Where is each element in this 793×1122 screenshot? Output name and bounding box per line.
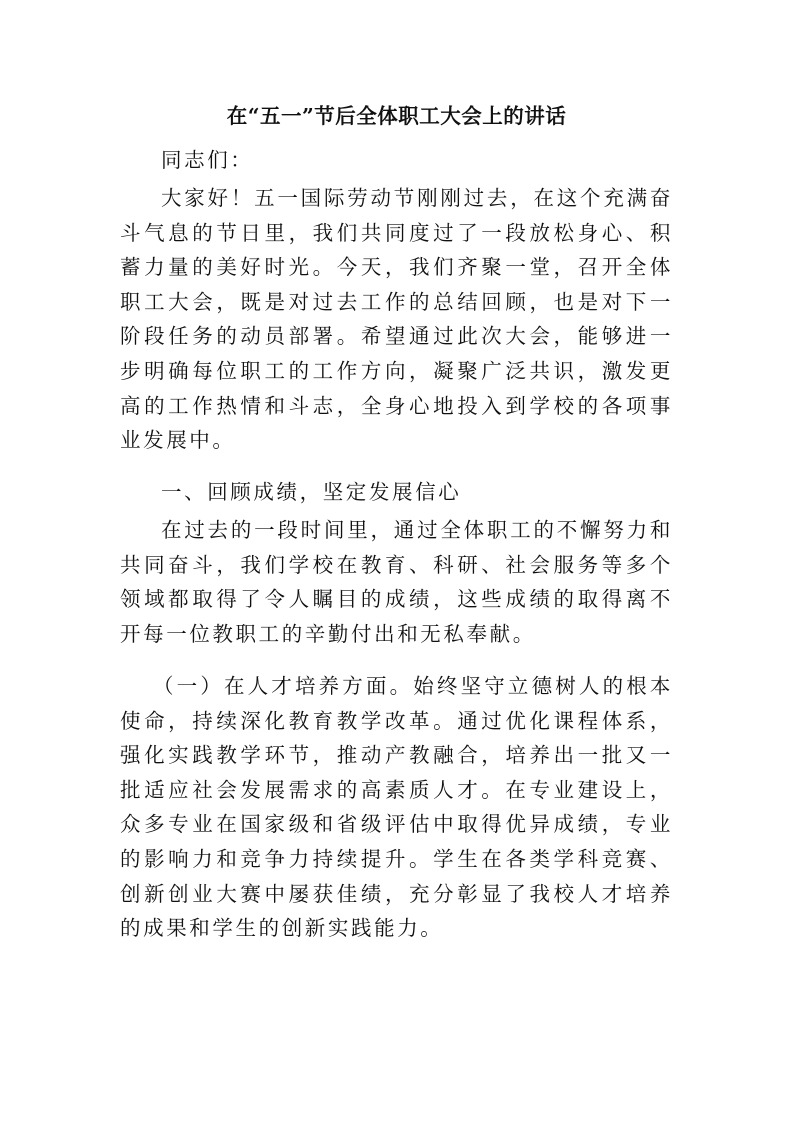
section-heading-review: 一、回顾成绩，坚定发展信心 (161, 480, 462, 504)
document-title: 在“五一”节后全体职工大会上的讲话 (226, 104, 567, 128)
paragraph-opening: 大家好！五一国际劳动节刚刚过去，在这个充满奋斗气息的节日里，我们共同度过了一段放松身心、积蓄力量的美好时光。今天，我们齐聚一堂，召开全体职工大会，既是对过去工作的总结回顾，也是对下一阶段任务的动员部署。希望通过此次大会，能够进一步明确每位职工的工作方向，凝聚广泛共识，激发更高的工作热情和斗志，全身心地投入到学校的各项事业发展中。 (120, 186, 673, 453)
paragraph-talent-cultivation: （一）在人才培养方面。始终坚守立德树人的根本使命，持续深化教育教学改革。通过优化课程体系，强化实践教学环节，推动产教融合，培养出一批又一批适应社会发展需求的高素质人才。在专业建设上，众多专业在国家级和省级评估中取得优异成绩，专业的影响力和竞争力持续提升。学生在各类学科竞赛、创新创业大赛中屡获佳绩，充分彰显了我校人才培养的成果和学生的创新实践能力。 (120, 674, 673, 941)
paragraph-achievements: 在过去的一段时间里，通过全体职工的不懈努力和共同奋斗，我们学校在教育、科研、社会服务等多个领域都取得了令人瞩目的成绩，这些成绩的取得离不开每一位教职工的辛勤付出和无私奉献。 (120, 518, 673, 646)
salutation: 同志们： (161, 148, 254, 172)
